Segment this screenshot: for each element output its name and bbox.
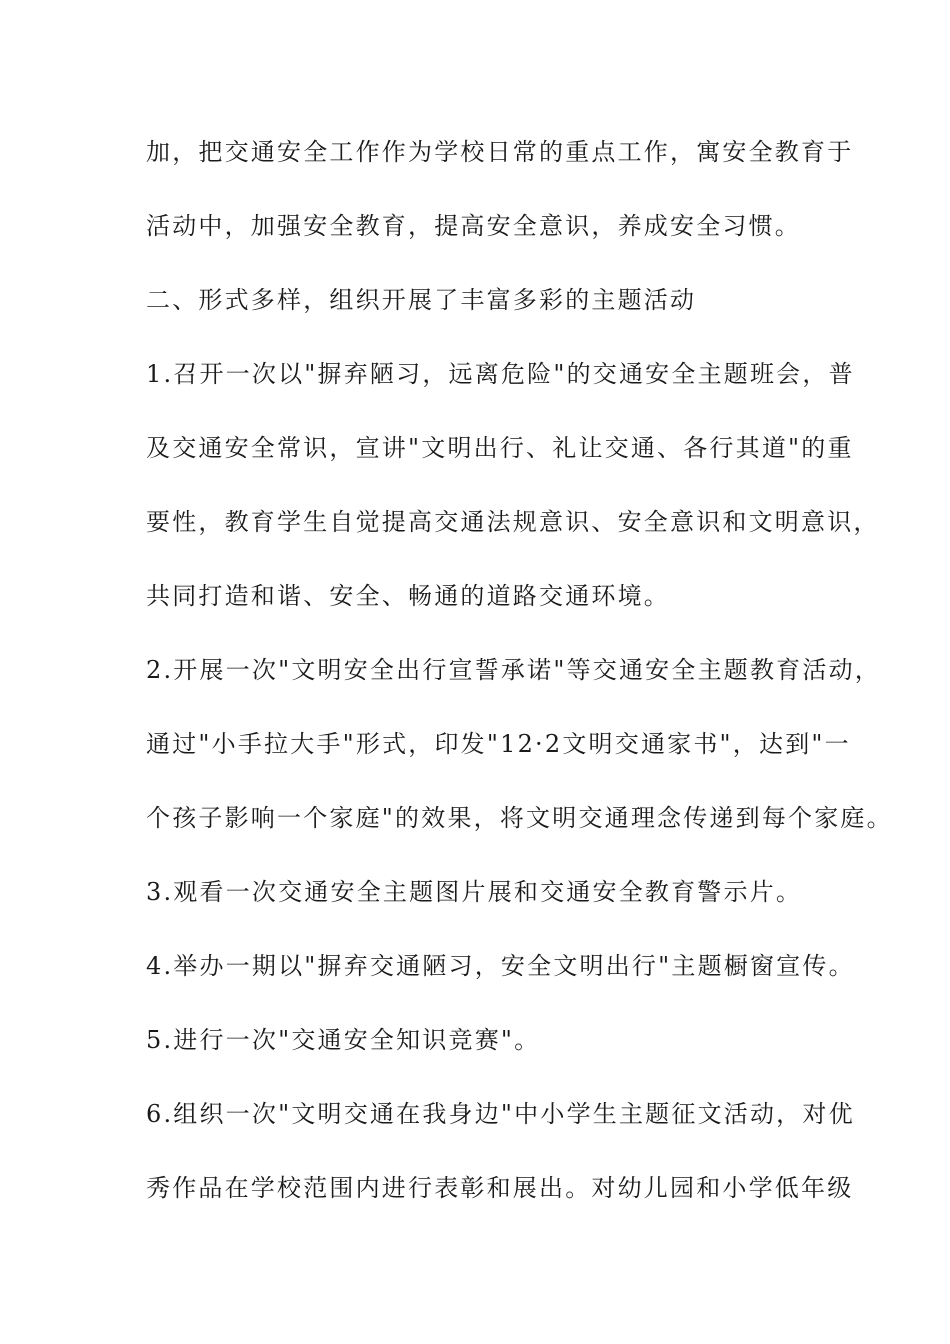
- paragraph-line: 活动中，加强安全教育，提高安全意识，养成安全习惯。: [146, 212, 801, 240]
- paragraph-line: 共同打造和谐、安全、畅通的道路交通环境。: [146, 582, 670, 610]
- paragraph-line: 加，把交通安全工作作为学校日常的重点工作，寓安全教育于: [146, 138, 854, 166]
- list-item: 6.组织一次"文明交通在我身边"中小学生主题征文活动，对优: [146, 1100, 855, 1128]
- section-heading: 二、形式多样，组织开展了丰富多彩的主题活动: [146, 286, 697, 314]
- paragraph-line: 秀作品在学校范围内进行表彰和展出。对幼儿园和小学低年级: [146, 1174, 854, 1202]
- list-item: 1.召开一次以"摒弃陋习，远离危险"的交通安全主题班会，普: [146, 360, 855, 388]
- list-item: 3.观看一次交通安全主题图片展和交通安全教育警示片。: [146, 878, 803, 906]
- list-item: 5.进行一次"交通安全知识竞赛"。: [146, 1026, 541, 1054]
- list-item: 4.举办一期以"摒弃交通陋习，安全文明出行"主题橱窗宣传。: [146, 952, 855, 980]
- paragraph-line: 通过"小手拉大手"形式，印发"12·2文明交通家书"，达到"一: [146, 730, 851, 758]
- paragraph-line: 个孩子影响一个家庭"的效果，将文明交通理念传递到每个家庭。: [146, 804, 893, 832]
- list-item: 2.开展一次"文明安全出行宣誓承诺"等交通安全主题教育活动，: [146, 656, 881, 684]
- paragraph-line: 及交通安全常识，宣讲"文明出行、礼让交通、各行其道"的重: [146, 434, 854, 462]
- paragraph-line: 要性，教育学生自觉提高交通法规意识、安全意识和文明意识，: [146, 508, 880, 536]
